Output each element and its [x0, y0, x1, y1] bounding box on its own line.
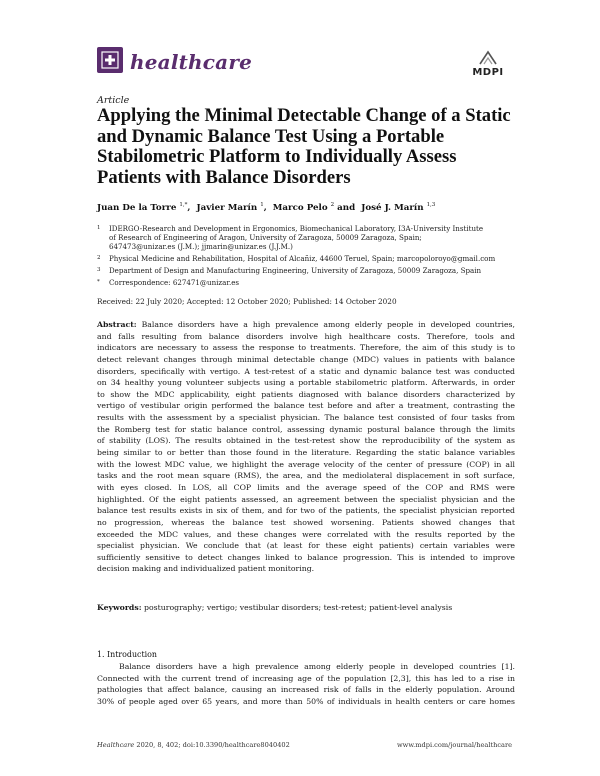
keywords — [97, 603, 452, 612]
footer-journal: Healthcare — [97, 741, 135, 749]
affiliation-line: Physical Medicine and Rehabilitation, Hospital of Alcañiz, 44600 Teruel, Spain; marcopoloroyo@gmail.com — [109, 254, 496, 263]
affiliation-marker: 2 — [97, 255, 101, 261]
abstract — [97, 319, 515, 575]
author-name[interactable]: Marco Pelo — [272, 202, 328, 213]
body-line: Connected with the current trend of increasing age of the population [2,3], this has led to a rise in — [97, 673, 515, 683]
author-sup: 1 — [260, 202, 264, 208]
correspondence-line[interactable]: Correspondence: 627471@unizar.es — [109, 278, 240, 287]
publisher-name: MDPI — [472, 67, 504, 78]
journal-name: healthcare — [130, 50, 252, 74]
footer-citation-details: 2020, 8, 402; doi:10.3390/healthcare8040402 — [134, 741, 290, 749]
abstract-line: on 34 healthy young volunteer subjects using a portable stabilometric platform. Afterwards, in order — [97, 378, 515, 388]
author-sup: 1,* — [179, 202, 188, 208]
affiliation-line: of Research of Engineering of Aragon, University of Zaragoza, 50009 Zaragoza, Spain; — [109, 233, 422, 243]
abstract-line: specialist physician. We conclude that (at least for these eight patients) certain variables were — [97, 541, 515, 551]
affiliation-line: 647473@unizar.es (J.M.); jjmarin@unizar.es (J.J.M.) — [109, 242, 293, 252]
section-heading: 1. Introduction — [97, 650, 158, 659]
abstract-line: results with the assessment by a specialist physician. The balance test consisted of four tasks from — [97, 413, 515, 423]
title-line: Stabilometric Platform to Individually Assess — [97, 146, 457, 167]
abstract-line: balance test results exists in six of them, and for two of the patients, the specialist physician reported — [97, 506, 515, 516]
abstract-line: with the lowest MDC value, we highlight the average velocity of the center of pressure (COP) in all — [97, 459, 515, 469]
author-name[interactable]: José J. Marín — [361, 202, 424, 213]
title-line: Patients with Balance Disorders — [97, 166, 351, 188]
abstract-line: detect relevant changes through minimal detectable change (MDC) values in patients with balance — [97, 354, 515, 364]
footer-citation — [97, 741, 290, 749]
abstract-line: and falls resulting from balance disorders involve high healthcare costs. Therefore, tools and — [97, 331, 515, 341]
keywords-label: Keywords: — [97, 603, 142, 612]
abstract-line: with eyes closed. In LOS, all COP limits and the average speed of the COP and RMS were — [97, 482, 515, 492]
author-sup: 2 — [330, 202, 335, 208]
abstract-line: Abstract: Balance disorders have a high prevalence among elderly people in developed countries, — [97, 320, 515, 329]
abstract-line: vertigo of vestibular origin performed the balance test before and after a treatment, contrasting the — [97, 401, 515, 411]
affiliation-marker: * — [97, 279, 100, 285]
affiliation-marker: 3 — [97, 267, 101, 273]
affiliation-line: Department of Design and Manufacturing Engineering, University of Zaragoza, 50009 Zaragoza, Spain — [109, 266, 482, 275]
abstract-line: indicators are necessary to assess the response to treatments. Therefore, the aim of this study is to — [97, 343, 515, 353]
article-title — [97, 106, 517, 188]
footer-url[interactable]: www.mdpi.com/journal/healthcare — [397, 741, 512, 749]
abstract-line: highlighted. Of the eight patients assessed, an agreement between the specialist physician and the — [97, 494, 515, 504]
affiliation-marker: 1 — [97, 225, 101, 231]
affiliation-line: IDERGO-Research and Development in Ergonomics, Biomechanical Laboratory, I3A-University Institute — [109, 224, 484, 233]
abstract-line: exceeded the MDC values, and these changes were correlated with the results reported by the — [97, 529, 515, 539]
author-name[interactable]: Javier Marín — [196, 202, 258, 213]
journal-logo-icon — [97, 47, 123, 73]
mdpi-logo-icon — [466, 50, 510, 66]
abstract-line: sufficiently sensitive to detect changes linked to balance progression. This is intended to improve — [97, 552, 515, 562]
title-line: and Dynamic Balance Test Using a Portable — [97, 125, 445, 147]
abstract-line: disorders, specifically with vertigo. A test-retest of a static and dynamic balance test was conducted — [97, 366, 515, 376]
abstract-line: the Romberg test for static balance control, assessing dynamic postural balance through the limits — [97, 424, 515, 434]
abstract-line: decision making and individualized patient monitoring. — [97, 564, 315, 574]
section-body — [97, 661, 515, 707]
keywords-text: posturography; vertigo; vestibular disorders; test-retest; patient-level analysis — [144, 603, 453, 612]
abstract-line: no progression, whereas the balance test showed worsening. Patients showed changes that — [97, 517, 515, 527]
author-name[interactable]: Juan De la Torre — [97, 202, 177, 213]
author-list: Juan De la Torre $^{1,*}$, Javier Marín $^1$, Marco Pelo $^2$ and José J. Marín $^{1,3}$ — [97, 202, 436, 213]
article-type: Article — [97, 95, 130, 106]
abstract-line: to show the MDC applicability, eight patients diagnosed with balance disorders characterized by — [97, 389, 515, 399]
author-sup: 1,3 — [426, 202, 436, 208]
body-line: Balance disorders have a high prevalence among elderly people in developed countries [1]. — [119, 662, 515, 671]
title-line: Applying the Minimal Detectable Change of a Static — [97, 105, 511, 126]
publisher-logo — [466, 50, 510, 78]
abstract-line: of stability (LOS). The results obtained in the test-retest show the reproducibility of the system as — [97, 436, 515, 446]
body-line: 30% of people aged over 65 years, and more than 50% of individuals in health centers or care homes — [97, 696, 515, 706]
abstract-line: tasks and the root mean square (RMS), the area, and the mediolateral displacement in soft surface, — [97, 471, 515, 481]
publication-dates: Received: 22 July 2020; Accepted: 12 October 2020; Published: 14 October 2020 — [97, 297, 397, 306]
body-line: pathologies that affect balance, causing an increased risk of falls in the elderly population. Around — [97, 685, 515, 695]
abstract-line: being similar to or better than those found in the literature. Regarding the static balance variables — [97, 448, 515, 458]
abstract-label: Abstract: — [97, 320, 137, 329]
